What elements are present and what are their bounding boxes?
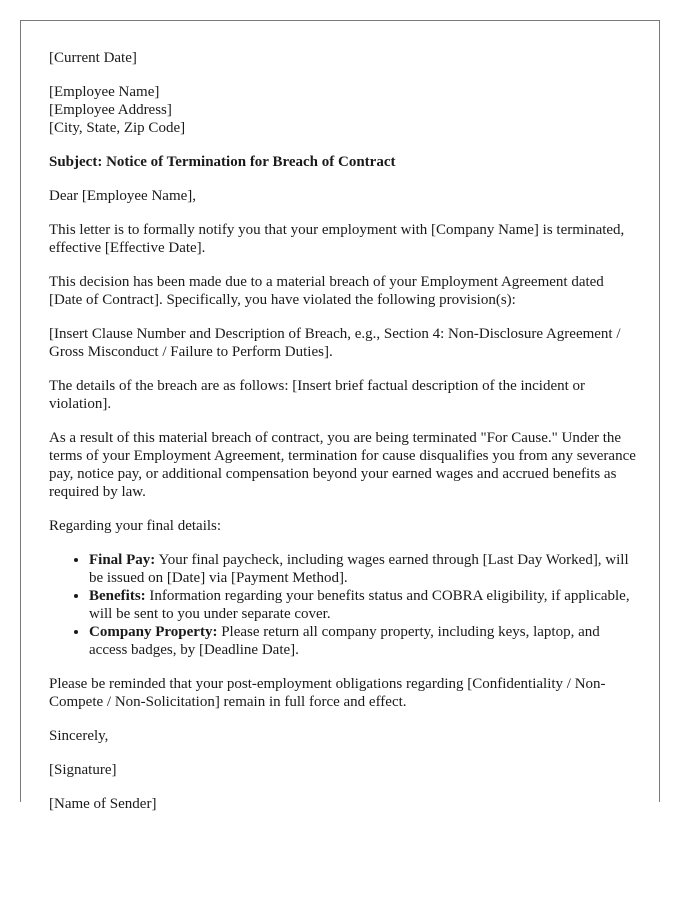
list-item-text: Please return all company property, including keys, laptop, and access badges, by [Deadline Date]. bbox=[89, 624, 600, 658]
letter-body bbox=[49, 49, 639, 829]
signature: [Signature] bbox=[49, 762, 117, 778]
list-item-company-property bbox=[89, 623, 639, 659]
list-item-text: Your final paycheck, including wages earned through [Last Day Worked], will be issued on [Date] via [Payment Method]. bbox=[89, 552, 629, 586]
city-state-zip: [City, State, Zip Code] bbox=[49, 120, 186, 136]
paragraph-breach-details: The details of the breach are as follows: [Insert brief factual description of the incident or violation]. bbox=[49, 378, 586, 412]
list-item-label: Benefits: bbox=[89, 588, 146, 604]
list-item-text: Information regarding your benefits status and COBRA eligibility, if applicable, will be sent to you under separate cover. bbox=[89, 588, 630, 622]
employee-address: [Employee Address] bbox=[49, 102, 172, 118]
recipient-address bbox=[49, 83, 639, 137]
current-date: [Current Date] bbox=[49, 50, 137, 66]
list-item-final-pay bbox=[89, 551, 639, 587]
list-item-label: Company Property: bbox=[89, 624, 218, 640]
paragraph-breach-clause: [Insert Clause Number and Description of Breach, e.g., Section 4: Non-Disclosure Agreement / Gross Misconduct / Failure to Perform Duties]. bbox=[49, 326, 621, 360]
letter-page bbox=[20, 20, 660, 812]
final-details-intro: Regarding your final details: bbox=[49, 518, 222, 534]
paragraph-for-cause: As a result of this material breach of contract, you are being terminated "For Cause." Under the terms of your Employment Agreement, termination for cause disqualifies you from any severance pay, notice pay, or additional compensation beyond your earned wages and accrued benefits as required by law. bbox=[49, 430, 636, 500]
employee-name: [Employee Name] bbox=[49, 84, 160, 100]
paragraph-termination-notice: This letter is to formally notify you that your employment with [Company Name] is terminated, effective [Effective Date]. bbox=[49, 222, 625, 256]
list-item-benefits bbox=[89, 587, 639, 623]
paragraph-obligations: Please be reminded that your post-employment obligations regarding [Confidentiality / Non-Compete / Non-Solicitation] remain in full force and effect. bbox=[49, 676, 606, 710]
closing: Sincerely, bbox=[49, 728, 109, 744]
final-details-list bbox=[49, 551, 639, 659]
subject-line: Subject: Notice of Termination for Breach of Contract bbox=[49, 154, 396, 170]
salutation: Dear [Employee Name], bbox=[49, 188, 197, 204]
list-item-label: Final Pay: bbox=[89, 552, 156, 568]
sender-name: [Name of Sender] bbox=[49, 796, 157, 812]
paragraph-breach-reason: This decision has been made due to a material breach of your Employment Agreement dated [Date of Contract]. Specifically, you have violated the following provision(s): bbox=[49, 274, 604, 308]
